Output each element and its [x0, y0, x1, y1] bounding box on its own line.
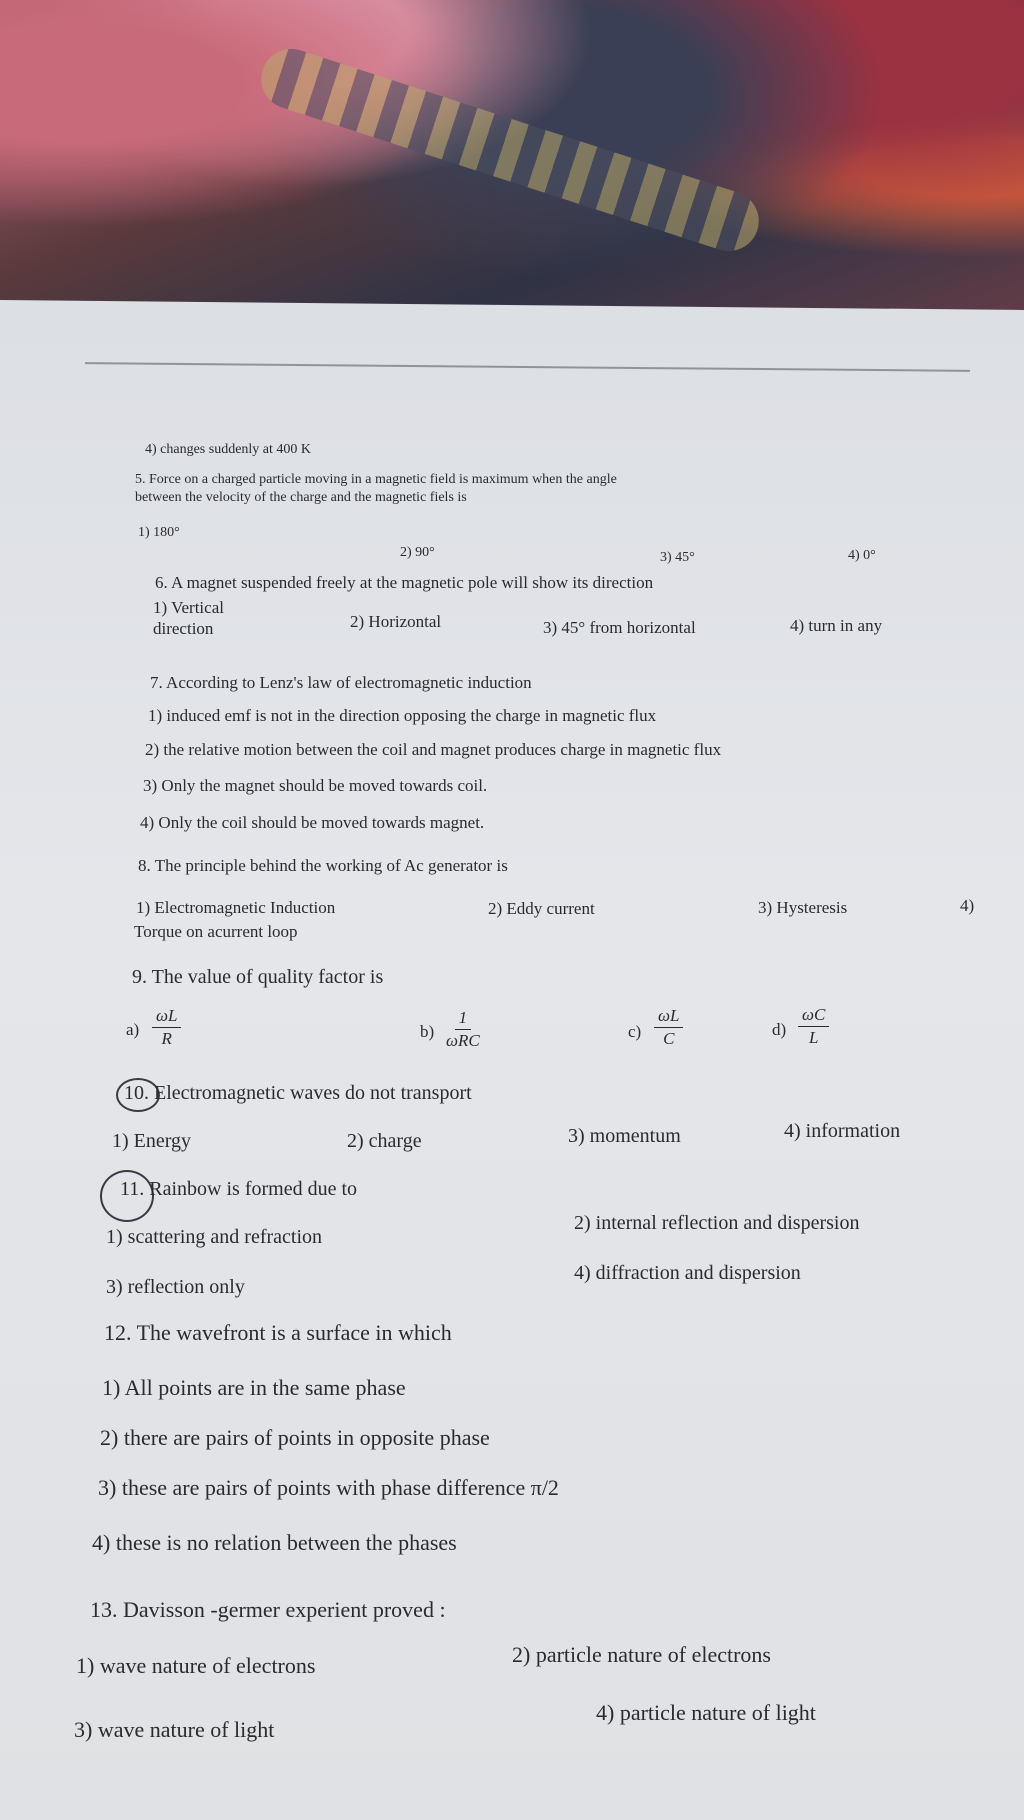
q7-question: 7. According to Lenz's law of electromagnetic induction: [150, 673, 532, 692]
q13-option-3: 3) wave nature of light: [74, 1717, 275, 1742]
q11-option-4: 4) diffraction and dispersion: [574, 1262, 801, 1284]
q7-option-4: 4) Only the coil should be moved towards magnet.: [140, 813, 485, 832]
q9-option-a-denominator: R: [161, 1028, 172, 1048]
q9-option-a-fraction: [152, 1006, 181, 1048]
q9-option-d-label: d): [772, 1020, 787, 1039]
q7-option-2: 2) the relative motion between the coil and magnet produces charge in magnetic flux: [145, 740, 722, 759]
q8-option-2: 2) Eddy current: [488, 899, 595, 918]
q13-question: 13. Davisson -germer experient proved :: [90, 1597, 446, 1622]
q12-option-4: 4) these is no relation between the phases: [92, 1530, 457, 1555]
q9-option-c-fraction: [654, 1006, 683, 1048]
q5-option-4: 4) 0°: [848, 548, 876, 563]
q5-option-3: 3) 45°: [660, 550, 695, 565]
q13-option-4: 4) particle nature of light: [596, 1700, 816, 1725]
q11-option-3: 3) reflection only: [106, 1276, 245, 1298]
q13-option-1: 1) wave nature of electrons: [76, 1653, 316, 1678]
q9-option-b-denominator: ωRC: [446, 1030, 480, 1050]
q9-option-d-fraction: [798, 1005, 829, 1047]
q7-option-3: 3) Only the magnet should be moved towards coil.: [143, 776, 488, 795]
q5-option-2: 2) 90°: [400, 545, 435, 560]
q9-question: 9. The value of quality factor is: [132, 966, 384, 988]
q10-option-2: 2) charge: [347, 1130, 422, 1152]
q9-option-c-label: c): [628, 1022, 642, 1041]
q5-option-1: 1) 180°: [138, 525, 180, 540]
q12-question: 12. The wavefront is a surface in which: [104, 1320, 452, 1345]
q11-option-2: 2) internal reflection and dispersion: [574, 1212, 860, 1234]
q12-option-1: 1) All points are in the same phase: [102, 1375, 406, 1400]
q9-option-b-label: b): [420, 1022, 435, 1041]
q10-option-1: 1) Energy: [112, 1130, 192, 1152]
q8-question: 8. The principle behind the working of Ac generator is: [138, 856, 508, 875]
q6-option-4: 4) turn in any: [790, 616, 883, 635]
q9-option-c-numerator: ωL: [654, 1006, 683, 1028]
q9-option-d-numerator: ωC: [798, 1005, 829, 1027]
q9-option-b-fraction: [446, 1008, 480, 1050]
q9-option-a-label: a): [126, 1020, 140, 1039]
q7-option-1: 1) induced emf is not in the direction opposing the charge in magnetic flux: [148, 706, 657, 725]
q10-question: 10. Electromagnetic waves do not transport: [124, 1082, 472, 1104]
q6-option-2: 2) Horizontal: [350, 612, 442, 631]
q5-line2: between the velocity of the charge and the magnetic fiels is: [135, 490, 467, 505]
q9-option-b-numerator: 1: [455, 1008, 472, 1030]
q13-option-2: 2) particle nature of electrons: [512, 1642, 771, 1667]
q9-option-a-numerator: ωL: [152, 1006, 181, 1028]
q12-option-3: 3) these are pairs of points with phase difference π/2: [98, 1475, 559, 1500]
q8-option-3: 3) Hysteresis: [758, 898, 848, 917]
q8-option-4-cont: Torque on acurrent loop: [134, 922, 298, 941]
q6-option-3: 3) 45° from horizontal: [543, 618, 696, 637]
q9-option-c-denominator: C: [663, 1028, 675, 1048]
q6-question: 6. A magnet suspended freely at the magnetic pole will show its direction: [155, 573, 654, 592]
q10-option-4: 4) information: [784, 1120, 901, 1142]
q6-option-1-cont: direction: [153, 619, 214, 638]
q5-line1: 5. Force on a charged particle moving in a magnetic field is maximum when the angle: [135, 472, 617, 487]
q11-option-1: 1) scattering and refraction: [106, 1226, 323, 1248]
q6-option-1: 1) Vertical: [153, 598, 224, 617]
q9-option-d-denominator: L: [808, 1027, 819, 1047]
q12-option-2: 2) there are pairs of points in opposite phase: [100, 1425, 490, 1450]
q10-option-3: 3) momentum: [568, 1125, 681, 1147]
q11-question: 11. Rainbow is formed due to: [120, 1178, 358, 1200]
prev-option-4: 4) changes suddenly at 400 K: [145, 442, 312, 457]
q8-option-4: 4): [960, 896, 975, 915]
q8-option-1: 1) Electromagnetic Induction: [136, 898, 336, 917]
